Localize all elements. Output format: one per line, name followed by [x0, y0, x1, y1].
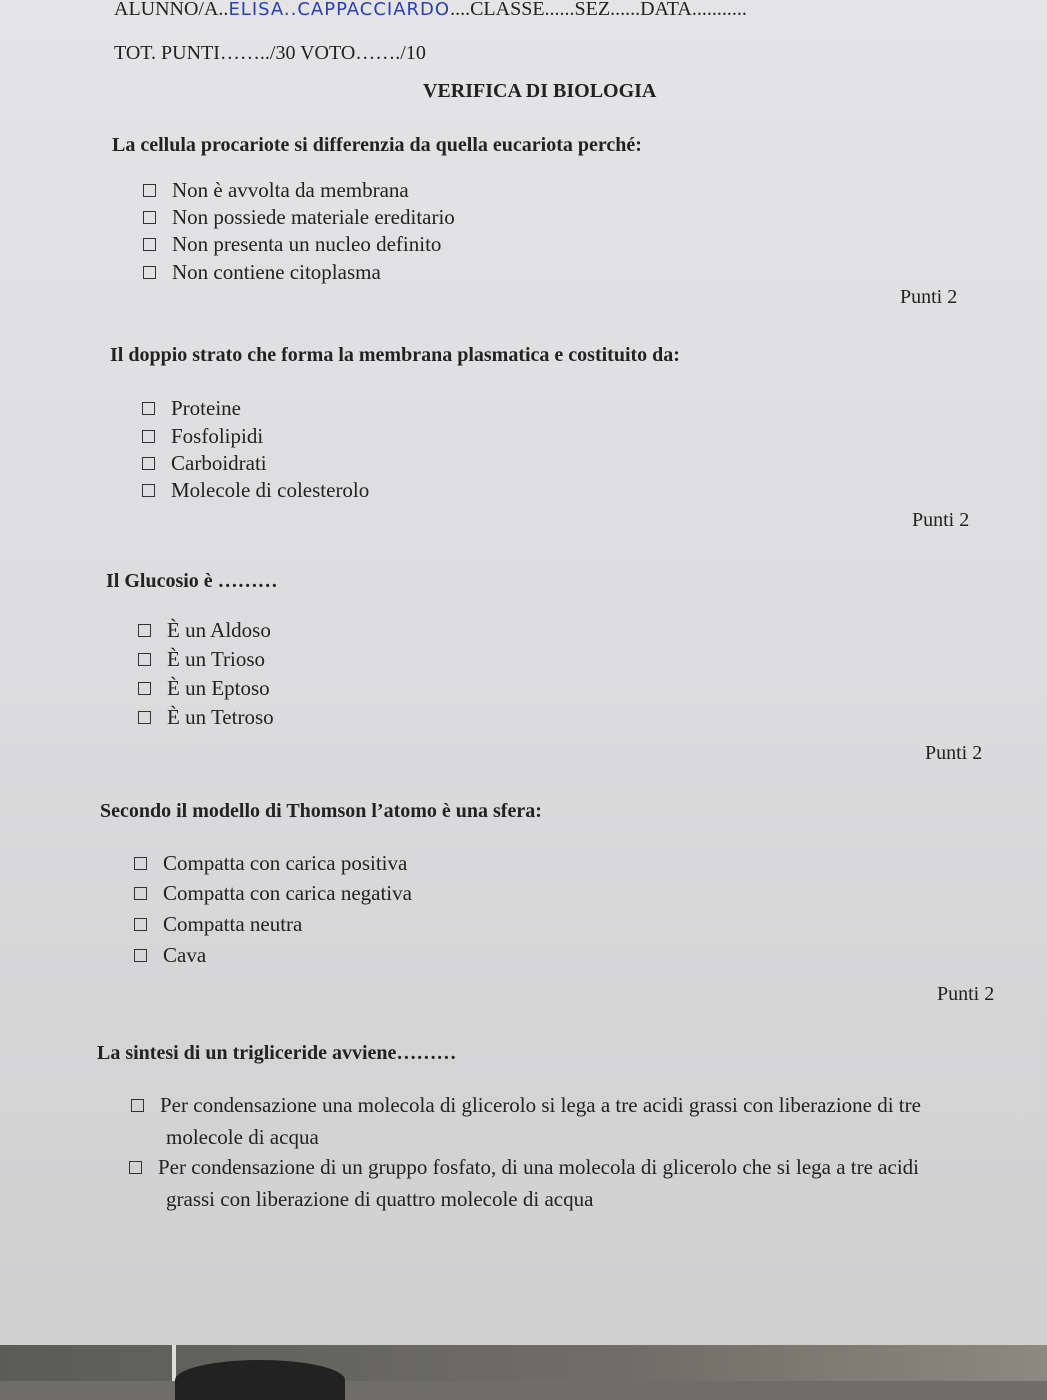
background-surface	[0, 1345, 1047, 1381]
option-label: È un Eptoso	[167, 676, 270, 700]
option[interactable]	[138, 705, 274, 730]
checkbox[interactable]	[143, 184, 156, 197]
option[interactable]	[142, 451, 267, 476]
points: Punti 2	[925, 742, 983, 764]
option[interactable]	[129, 1155, 919, 1180]
question-1: La cellula procariote si differenzia da quella eucariota perché:	[112, 134, 642, 156]
option[interactable]	[131, 1093, 921, 1118]
checkbox[interactable]	[134, 857, 147, 870]
checkbox[interactable]	[138, 682, 151, 695]
checkbox[interactable]	[131, 1099, 144, 1112]
option-label: Molecole di colesterolo	[171, 478, 370, 502]
checkbox[interactable]	[143, 238, 156, 251]
option[interactable]	[142, 396, 241, 421]
option[interactable]	[143, 178, 409, 203]
option-label: Proteine	[171, 396, 241, 420]
checkbox[interactable]	[129, 1161, 142, 1174]
option[interactable]	[143, 232, 441, 257]
option[interactable]	[143, 260, 381, 285]
checkbox[interactable]	[142, 457, 155, 470]
checkbox[interactable]	[138, 711, 151, 724]
dark-object	[175, 1360, 345, 1400]
checkbox[interactable]	[134, 887, 147, 900]
question-2: Il doppio strato che forma la membrana plasmatica e costituito da:	[110, 344, 680, 366]
option-label: Per condensazione di un gruppo fosfato, di una molecola di glicerolo che si lega a tre acidi	[158, 1155, 919, 1179]
checkbox[interactable]	[143, 211, 156, 224]
option-label: Non possiede materiale ereditario	[172, 205, 455, 229]
option-label: Carboidrati	[171, 451, 267, 475]
student-line	[114, 0, 747, 21]
option-label: Per condensazione una molecola di glicerolo si lega a tre acidi grassi con liberazione di tre	[160, 1093, 921, 1117]
option-label: Fosfolipidi	[171, 424, 264, 448]
option-label: Non presenta un nucleo definito	[172, 232, 442, 256]
option-label: Non è avvolta da membrana	[172, 178, 409, 202]
points-line: TOT. PUNTI……../30 VOTO……./10	[114, 42, 426, 64]
checkbox[interactable]	[142, 402, 155, 415]
checkbox[interactable]	[142, 430, 155, 443]
option-label: Compatta neutra	[163, 912, 303, 936]
option-label-continued: grassi con liberazione di quattro molecole di acqua	[166, 1187, 594, 1211]
option[interactable]	[138, 618, 271, 643]
checkbox[interactable]	[134, 949, 147, 962]
option-label: Compatta con carica positiva	[163, 851, 408, 875]
checkbox[interactable]	[134, 918, 147, 931]
option-label: Non contiene citoplasma	[172, 260, 381, 284]
option-label: È un Trioso	[167, 647, 266, 671]
page-title: VERIFICA DI BIOLOGIA	[423, 80, 657, 102]
option[interactable]	[138, 647, 265, 672]
student-label: ALUNNO/A..	[114, 0, 229, 20]
option[interactable]	[134, 881, 412, 906]
option-label: Cava	[163, 943, 207, 967]
checkbox[interactable]	[138, 624, 151, 637]
points: Punti 2	[900, 286, 958, 308]
option[interactable]	[138, 676, 270, 701]
option[interactable]	[134, 851, 407, 876]
option-label: È un Aldoso	[167, 618, 271, 642]
question-5: La sintesi di un trigliceride avviene………	[97, 1042, 457, 1064]
handwritten-name: ELISA..CAPPACCIARDO	[228, 0, 451, 20]
option[interactable]	[143, 205, 455, 230]
option[interactable]	[134, 943, 206, 968]
class-label: ....CLASSE......SEZ......DATA...........	[450, 0, 747, 20]
option-label: È un Tetroso	[167, 705, 274, 729]
checkbox[interactable]	[143, 266, 156, 279]
checkbox[interactable]	[138, 653, 151, 666]
option-label: Compatta con carica negativa	[163, 881, 412, 905]
question-4: Secondo il modello di Thomson l’atomo è una sfera:	[100, 800, 542, 822]
option-label-continued: molecole di acqua	[166, 1125, 319, 1149]
checkbox[interactable]	[142, 484, 155, 497]
option[interactable]	[142, 424, 263, 449]
question-3: Il Glucosio è ………	[106, 570, 278, 592]
points: Punti 2	[912, 509, 970, 531]
points: Punti 2	[937, 983, 995, 1005]
option[interactable]	[142, 478, 369, 503]
option[interactable]	[134, 912, 302, 937]
